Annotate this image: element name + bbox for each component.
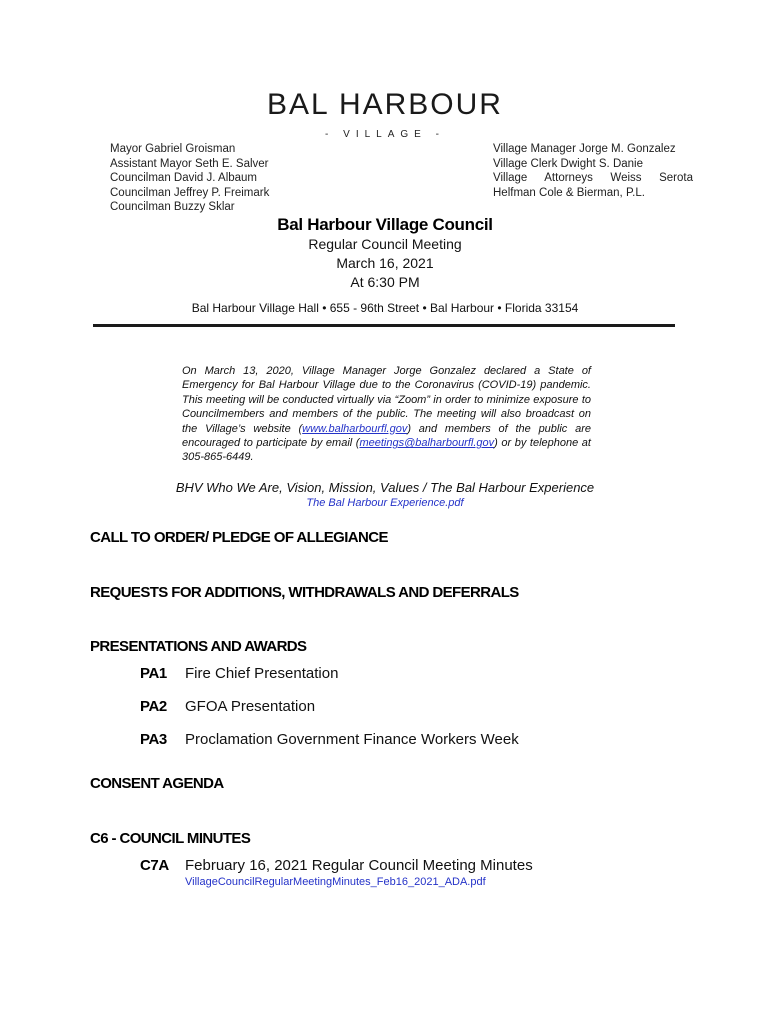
requests-heading: REQUESTS FOR ADDITIONS, WITHDRAWALS AND DEFERRALS — [90, 584, 519, 601]
official-name: Assistant Mayor Seth E. Salver — [110, 157, 269, 170]
village-staff-list — [493, 142, 693, 200]
consent-agenda-heading: CONSENT AGENDA — [90, 775, 224, 792]
notice-text: ) and members of the public are encouraged to participate by email ( — [182, 422, 591, 450]
agenda-item-title: GFOA Presentation — [185, 698, 316, 715]
notice-text: ) or by telephone at 305-865-6449. — [182, 437, 591, 464]
bhv-attachment-link[interactable]: The Bal Harbour Experience.pdf — [306, 497, 464, 509]
agenda-item-code: PA3 — [140, 731, 167, 748]
minutes-attachment-link[interactable]: VillageCouncilRegularMeetingMinutes_Feb16_2021_ADA.pdf — [185, 876, 486, 888]
presentations-heading: PRESENTATIONS AND AWARDS — [90, 638, 307, 655]
village-logo-subtext: - VILLAGE - — [325, 129, 445, 140]
meeting-time: At 6:30 PM — [350, 274, 420, 290]
staff-name: Village Attorneys Weiss Serota — [493, 172, 693, 184]
meeting-type: Regular Council Meeting — [308, 236, 462, 252]
council-title: Bal Harbour Village Council — [277, 215, 493, 234]
meeting-address: Bal Harbour Village Hall • 655 - 96th Street • Bal Harbour • Florida 33154 — [191, 301, 579, 315]
council-minutes-heading: C6 - COUNCIL MINUTES — [90, 830, 251, 847]
staff-name: Village Clerk Dwight S. Danie — [493, 157, 643, 170]
staff-name: Village Manager Jorge M. Gonzalez — [493, 143, 676, 155]
village-website-link[interactable]: www.balharbourfl.gov — [302, 422, 408, 435]
header-divider — [93, 324, 675, 327]
agenda-item-code: PA1 — [140, 665, 167, 682]
village-logo: BAL HARBOUR — [267, 88, 503, 121]
bhv-heading: BHV Who We Are, Vision, Mission, Values / The Bal Harbour Experience — [175, 480, 595, 495]
official-name: Councilman David J. Albaum — [110, 172, 258, 184]
meetings-email-link[interactable]: meetings@balharbourfl.gov — [359, 437, 495, 450]
official-name: Councilman Jeffrey P. Freimark — [110, 186, 270, 199]
official-name: Mayor Gabriel Groisman — [110, 143, 236, 155]
council-members-list — [110, 142, 269, 215]
agenda-item-title: Proclamation Government Finance Workers Week — [185, 731, 519, 748]
meeting-date: March 16, 2021 — [336, 255, 434, 271]
covid-notice — [182, 364, 591, 465]
notice-text: On March 13, 2020, Village Manager Jorge Gonzalez declared a State of Emergency for Bal Harbour Village due to the Coronavirus (COVID-19) pandemic. This meeting will be conducted virtually via “Zoom” in order to minimize exposure to Councilmembers and members of the public. The meeting will also broadcast on the Village’s website ( — [182, 365, 591, 435]
staff-name: Helfman Cole & Bierman, P.L. — [493, 186, 645, 199]
agenda-item-title: February 16, 2021 Regular Council Meeting Minutes — [185, 857, 533, 874]
agenda-item-title: Fire Chief Presentation — [185, 665, 339, 682]
agenda-item-code: C7A — [140, 857, 169, 874]
official-name: Councilman Buzzy Sklar — [110, 201, 235, 213]
agenda-item-code: PA2 — [140, 698, 167, 715]
call-to-order-heading: CALL TO ORDER/ PLEDGE OF ALLEGIANCE — [90, 529, 388, 546]
